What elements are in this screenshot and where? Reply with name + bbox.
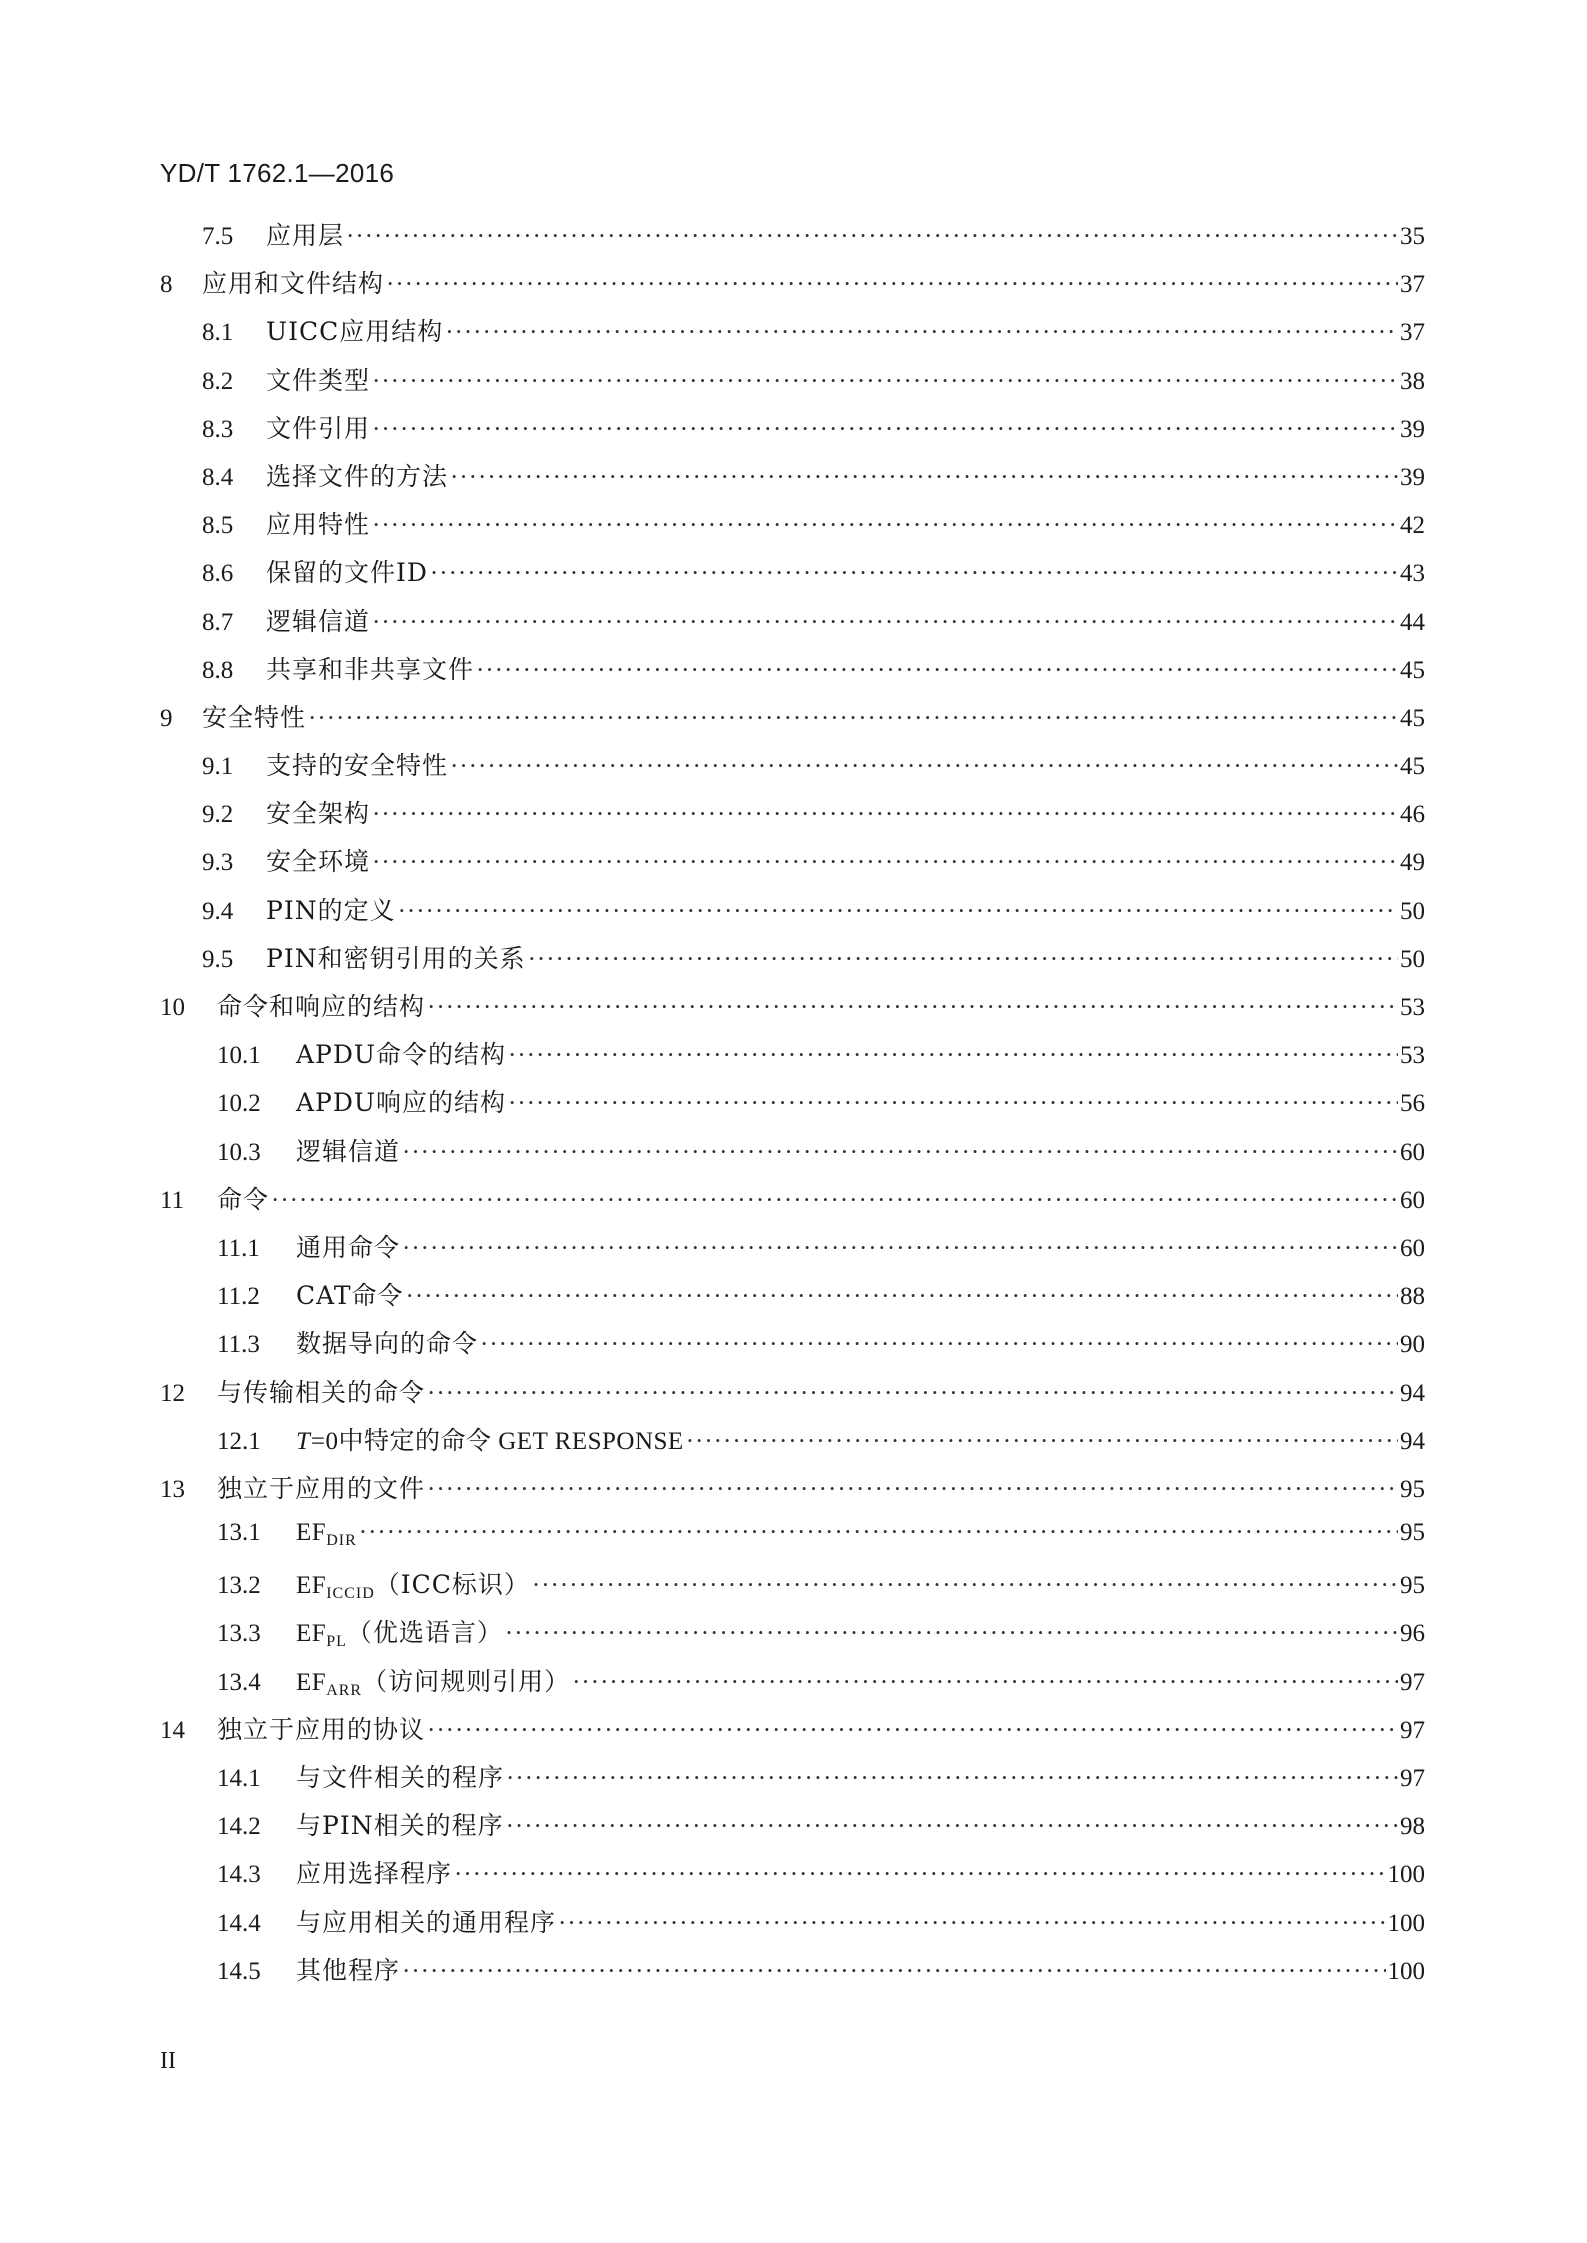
toc-section-entry[interactable] bbox=[160, 1083, 1425, 1131]
toc-page-number: 43 bbox=[1400, 560, 1425, 588]
toc-entry-title: 命令 bbox=[217, 1184, 270, 1214]
toc-entry-title bbox=[296, 1565, 530, 1603]
toc-dot-leader bbox=[372, 609, 1398, 637]
toc-entry-number: 10.3 bbox=[217, 1138, 261, 1166]
toc-dot-leader bbox=[271, 1187, 1398, 1215]
toc-section-entry[interactable] bbox=[160, 746, 1425, 794]
toc-entry-title bbox=[296, 1613, 503, 1651]
toc-section-entry[interactable] bbox=[160, 505, 1425, 553]
toc-entry-number: 9.4 bbox=[202, 897, 234, 925]
toc-dot-leader bbox=[430, 560, 1398, 588]
toc-section-entry[interactable] bbox=[160, 1662, 1425, 1710]
toc-section-entry[interactable] bbox=[160, 1517, 1425, 1565]
toc-dot-leader bbox=[427, 1717, 1398, 1745]
toc-dot-leader bbox=[686, 1428, 1398, 1456]
toc-dot-leader bbox=[558, 1910, 1385, 1938]
toc-title-subscript: ARR bbox=[326, 1681, 363, 1699]
toc-entry-title: 与文件相关的程序 bbox=[296, 1763, 505, 1792]
toc-page-number: 94 bbox=[1400, 1427, 1425, 1455]
toc-chapter-entry[interactable] bbox=[160, 1373, 1425, 1421]
toc-chapter-entry[interactable] bbox=[160, 1180, 1425, 1228]
toc-entry-number: 12 bbox=[160, 1379, 185, 1407]
toc-page-number: 49 bbox=[1400, 849, 1425, 877]
toc-section-entry[interactable] bbox=[160, 1806, 1425, 1854]
toc-section-entry[interactable] bbox=[160, 1035, 1425, 1083]
toc-entry-number: 8.1 bbox=[202, 319, 234, 347]
toc-section-entry[interactable] bbox=[160, 409, 1425, 457]
toc-dot-leader bbox=[427, 1476, 1398, 1504]
toc-page-number: 90 bbox=[1400, 1331, 1425, 1359]
toc-title-suffix: （优选语言） bbox=[346, 1618, 503, 1648]
toc-dot-leader bbox=[505, 1620, 1398, 1648]
toc-entry-title bbox=[296, 1517, 357, 1550]
toc-entry-number: 14.1 bbox=[217, 1765, 261, 1792]
toc-entry-number: 9.3 bbox=[202, 849, 234, 877]
toc-entry-title: 通用命令 bbox=[296, 1232, 401, 1262]
toc-dot-leader bbox=[359, 1519, 1398, 1547]
toc-dot-leader bbox=[508, 1090, 1398, 1118]
toc-section-entry[interactable] bbox=[160, 1276, 1425, 1324]
toc-dot-leader bbox=[572, 1669, 1398, 1697]
toc-dot-leader bbox=[450, 464, 1398, 492]
toc-dot-leader bbox=[386, 271, 1398, 299]
toc-title-subscript: PL bbox=[326, 1633, 347, 1651]
toc-title-subscript: DIR bbox=[326, 1532, 357, 1550]
toc-title-suffix: （访问规则引用） bbox=[362, 1666, 571, 1696]
toc-section-entry[interactable] bbox=[160, 312, 1425, 360]
toc-entry-title: 与传输相关的命令 bbox=[217, 1377, 426, 1407]
toc-entry-title: 文件引用 bbox=[266, 413, 371, 443]
toc-page-number: 46 bbox=[1400, 801, 1425, 829]
toc-dot-leader bbox=[506, 1765, 1398, 1793]
toc-entry-title: 保留的文件ID bbox=[266, 558, 428, 588]
toc-page-number: 95 bbox=[1400, 1519, 1425, 1547]
toc-section-entry[interactable] bbox=[160, 1324, 1425, 1372]
toc-section-entry[interactable] bbox=[160, 602, 1425, 650]
toc-entry-number: 13 bbox=[160, 1475, 185, 1503]
toc-dot-leader bbox=[476, 657, 1398, 685]
toc-chapter-entry[interactable] bbox=[160, 1469, 1425, 1517]
toc-page-number: 44 bbox=[1400, 608, 1425, 636]
toc-dot-leader bbox=[346, 223, 1398, 251]
toc-entry-title: 逻辑信道 bbox=[266, 606, 371, 636]
toc-entry-number: 11.3 bbox=[217, 1331, 260, 1359]
toc-dot-leader bbox=[308, 705, 1398, 733]
toc-section-entry[interactable] bbox=[160, 1903, 1425, 1951]
toc-entry-number: 13.4 bbox=[217, 1668, 261, 1696]
toc-page-number: 39 bbox=[1400, 415, 1425, 443]
toc-dot-leader bbox=[398, 898, 1398, 926]
toc-page-number: 53 bbox=[1400, 1042, 1425, 1070]
toc-entry-title: 安全特性 bbox=[202, 702, 307, 732]
toc-title-italic: T bbox=[296, 1427, 311, 1455]
toc-dot-leader bbox=[532, 1572, 1398, 1600]
toc-entry-title: 支持的安全特性 bbox=[266, 751, 449, 781]
toc-dot-leader bbox=[480, 1331, 1398, 1359]
toc-entry-title: 逻辑信道 bbox=[296, 1136, 401, 1166]
toc-dot-leader bbox=[372, 512, 1398, 540]
toc-chapter-entry[interactable] bbox=[160, 1710, 1425, 1758]
toc-entry-number: 10.2 bbox=[217, 1090, 261, 1118]
toc-entry-number: 13.2 bbox=[217, 1572, 261, 1600]
toc-page-number: 88 bbox=[1400, 1283, 1425, 1311]
toc-page-number: 42 bbox=[1400, 512, 1425, 540]
toc-page-number: 100 bbox=[1387, 1957, 1425, 1985]
toc-section-entry[interactable] bbox=[160, 553, 1425, 601]
toc-entry-title: 其他程序 bbox=[296, 1955, 401, 1985]
toc-page-number: 56 bbox=[1400, 1090, 1425, 1118]
toc-entry-title: 安全环境 bbox=[266, 847, 371, 877]
toc-page-number: 100 bbox=[1387, 1861, 1425, 1889]
toc-title-text: EF bbox=[296, 1572, 327, 1600]
toc-entry-number: 8.7 bbox=[202, 608, 234, 636]
toc-page-number: 45 bbox=[1400, 704, 1425, 732]
toc-page-number: 39 bbox=[1400, 463, 1425, 491]
toc-entry-title: 与应用相关的通用程序 bbox=[296, 1907, 557, 1937]
toc-page-number: 60 bbox=[1400, 1234, 1425, 1262]
toc-page-number: 53 bbox=[1400, 994, 1425, 1021]
toc-entry-number: 14.4 bbox=[217, 1909, 261, 1937]
toc-section-entry[interactable] bbox=[160, 1951, 1425, 1999]
toc-section-entry[interactable] bbox=[160, 1758, 1425, 1806]
toc-page-number: 96 bbox=[1400, 1620, 1425, 1648]
toc-entry-number: 14 bbox=[160, 1716, 185, 1744]
toc-page-number: 95 bbox=[1400, 1475, 1425, 1503]
toc-dot-leader bbox=[402, 1235, 1398, 1263]
toc-dot-leader bbox=[406, 1283, 1399, 1311]
toc-dot-leader bbox=[372, 416, 1398, 444]
toc-page-number: 37 bbox=[1400, 271, 1425, 299]
toc-dot-leader bbox=[454, 1861, 1385, 1889]
page-folio: II bbox=[160, 2048, 176, 2074]
toc-title-text: EF bbox=[296, 1620, 327, 1648]
toc-page-number: 94 bbox=[1400, 1379, 1425, 1407]
toc-page-number: 97 bbox=[1400, 1716, 1425, 1744]
toc-entry-title: 安全架构 bbox=[266, 799, 371, 829]
toc-page-number: 45 bbox=[1400, 656, 1425, 684]
toc-title-suffix: （ICC标识） bbox=[374, 1570, 530, 1600]
toc-entry-number: 8.5 bbox=[202, 512, 234, 540]
toc-section-entry[interactable] bbox=[160, 891, 1425, 939]
toc-entry-number: 11.2 bbox=[217, 1283, 260, 1311]
toc-entry-title: 应用层 bbox=[266, 221, 345, 250]
toc-page-number: 98 bbox=[1400, 1813, 1425, 1841]
toc-section-entry[interactable] bbox=[160, 939, 1425, 987]
toc-dot-leader bbox=[402, 1139, 1398, 1167]
toc-page-number: 95 bbox=[1400, 1572, 1425, 1600]
toc-title-text: =0中特定的命令 GET RESPONSE bbox=[310, 1427, 684, 1455]
toc-chapter-entry[interactable] bbox=[160, 987, 1425, 1035]
toc-section-entry[interactable] bbox=[160, 216, 1425, 264]
toc-dot-leader bbox=[506, 1813, 1398, 1841]
toc-entry-title: 应用特性 bbox=[266, 510, 371, 540]
toc-title-subscript: ICCID bbox=[326, 1585, 375, 1603]
document-id: YD/T 1762.1—2016 bbox=[160, 158, 395, 188]
toc-page-number: 45 bbox=[1400, 753, 1425, 781]
toc-section-entry[interactable] bbox=[160, 1565, 1425, 1613]
toc-page-number: 60 bbox=[1400, 1138, 1425, 1166]
toc-entry-number: 13.3 bbox=[217, 1620, 261, 1648]
toc-entry-number: 9.5 bbox=[202, 945, 234, 973]
toc-entry-number: 8 bbox=[160, 271, 173, 299]
toc-entry-title: 文件类型 bbox=[266, 365, 371, 395]
toc-section-entry[interactable] bbox=[160, 457, 1425, 505]
toc-dot-leader bbox=[372, 849, 1398, 877]
toc-dot-leader bbox=[427, 994, 1398, 1022]
toc-entry-title: PIN的定义 bbox=[266, 895, 396, 925]
toc-entry-number: 12.1 bbox=[217, 1427, 261, 1455]
toc-section-entry[interactable] bbox=[160, 794, 1425, 842]
toc-entry-title: 应用和文件结构 bbox=[202, 269, 385, 299]
toc-entry-number: 11.1 bbox=[217, 1234, 260, 1262]
toc-section-entry[interactable] bbox=[160, 1613, 1425, 1661]
toc-section-entry[interactable] bbox=[160, 1854, 1425, 1902]
toc-page-number: 50 bbox=[1400, 945, 1425, 973]
toc-section-entry[interactable] bbox=[160, 1421, 1425, 1469]
toc-entry-title: 数据导向的命令 bbox=[296, 1329, 479, 1359]
toc-entry-number: 14.5 bbox=[217, 1957, 261, 1985]
toc-chapter-entry[interactable] bbox=[160, 264, 1425, 312]
toc-section-entry[interactable] bbox=[160, 361, 1425, 409]
toc-page-number: 97 bbox=[1400, 1668, 1425, 1696]
toc-entry-number: 9.2 bbox=[202, 801, 234, 829]
toc-entry-number: 11 bbox=[160, 1186, 185, 1214]
toc-entry-title: APDU响应的结构 bbox=[296, 1088, 506, 1118]
toc-entry-number: 9.1 bbox=[202, 753, 234, 781]
toc-entry-number: 8.6 bbox=[202, 560, 234, 588]
toc-entry-title: 与PIN相关的程序 bbox=[296, 1811, 504, 1841]
toc-dot-leader bbox=[372, 801, 1398, 829]
toc-entry-number: 14.3 bbox=[217, 1861, 261, 1889]
toc-entry-title: 选择文件的方法 bbox=[266, 461, 449, 491]
toc-entry-number: 8.3 bbox=[202, 415, 234, 443]
toc-entry-title: PIN和密钥引用的关系 bbox=[266, 943, 526, 973]
toc-page-number: 50 bbox=[1400, 897, 1425, 925]
toc-section-entry[interactable] bbox=[160, 1132, 1425, 1180]
toc-page-number: 35 bbox=[1400, 223, 1425, 250]
toc-entry-number: 7.5 bbox=[202, 223, 234, 250]
toc-entry-title: 命令和响应的结构 bbox=[217, 992, 426, 1021]
toc-title-text: EF bbox=[296, 1668, 327, 1696]
toc-page-number: 38 bbox=[1400, 367, 1425, 395]
toc-dot-leader bbox=[402, 1958, 1385, 1986]
toc-entry-number: 14.2 bbox=[217, 1813, 261, 1841]
toc-page-number: 97 bbox=[1400, 1765, 1425, 1792]
table-of-contents bbox=[160, 216, 1425, 1999]
toc-entry-number: 8.4 bbox=[202, 463, 234, 491]
toc-page-number: 100 bbox=[1387, 1909, 1425, 1937]
toc-entry-number: 8.2 bbox=[202, 367, 234, 395]
toc-section-entry[interactable] bbox=[160, 842, 1425, 890]
toc-dot-leader bbox=[450, 753, 1398, 781]
toc-dot-leader bbox=[508, 1042, 1398, 1070]
toc-entry-title bbox=[296, 1421, 684, 1457]
toc-dot-leader bbox=[427, 1380, 1398, 1408]
toc-page-number: 60 bbox=[1400, 1186, 1425, 1214]
toc-entry-title: 独立于应用的协议 bbox=[217, 1714, 426, 1744]
toc-entry-title: 共享和非共享文件 bbox=[266, 654, 475, 684]
toc-entry-number: 10 bbox=[160, 994, 185, 1021]
toc-entry-title: UICC应用结构 bbox=[266, 317, 444, 347]
toc-entry-title: CAT命令 bbox=[296, 1281, 404, 1311]
toc-section-entry[interactable] bbox=[160, 650, 1425, 698]
toc-entry-title: 独立于应用的文件 bbox=[217, 1473, 426, 1503]
toc-entry-title: 应用选择程序 bbox=[296, 1859, 453, 1889]
toc-entry-number: 8.8 bbox=[202, 656, 234, 684]
toc-entry-title: APDU命令的结构 bbox=[296, 1040, 506, 1070]
toc-chapter-entry[interactable] bbox=[160, 698, 1425, 746]
toc-dot-leader bbox=[528, 946, 1398, 974]
toc-entry-number: 9 bbox=[160, 704, 173, 732]
toc-dot-leader bbox=[372, 368, 1398, 396]
toc-page-number: 37 bbox=[1400, 319, 1425, 347]
toc-entry-title bbox=[296, 1662, 570, 1700]
toc-dot-leader bbox=[445, 319, 1398, 347]
toc-entry-number: 13.1 bbox=[217, 1519, 261, 1547]
toc-entry-number: 10.1 bbox=[217, 1042, 261, 1070]
toc-title-text: EF bbox=[296, 1519, 327, 1547]
toc-section-entry[interactable] bbox=[160, 1228, 1425, 1276]
